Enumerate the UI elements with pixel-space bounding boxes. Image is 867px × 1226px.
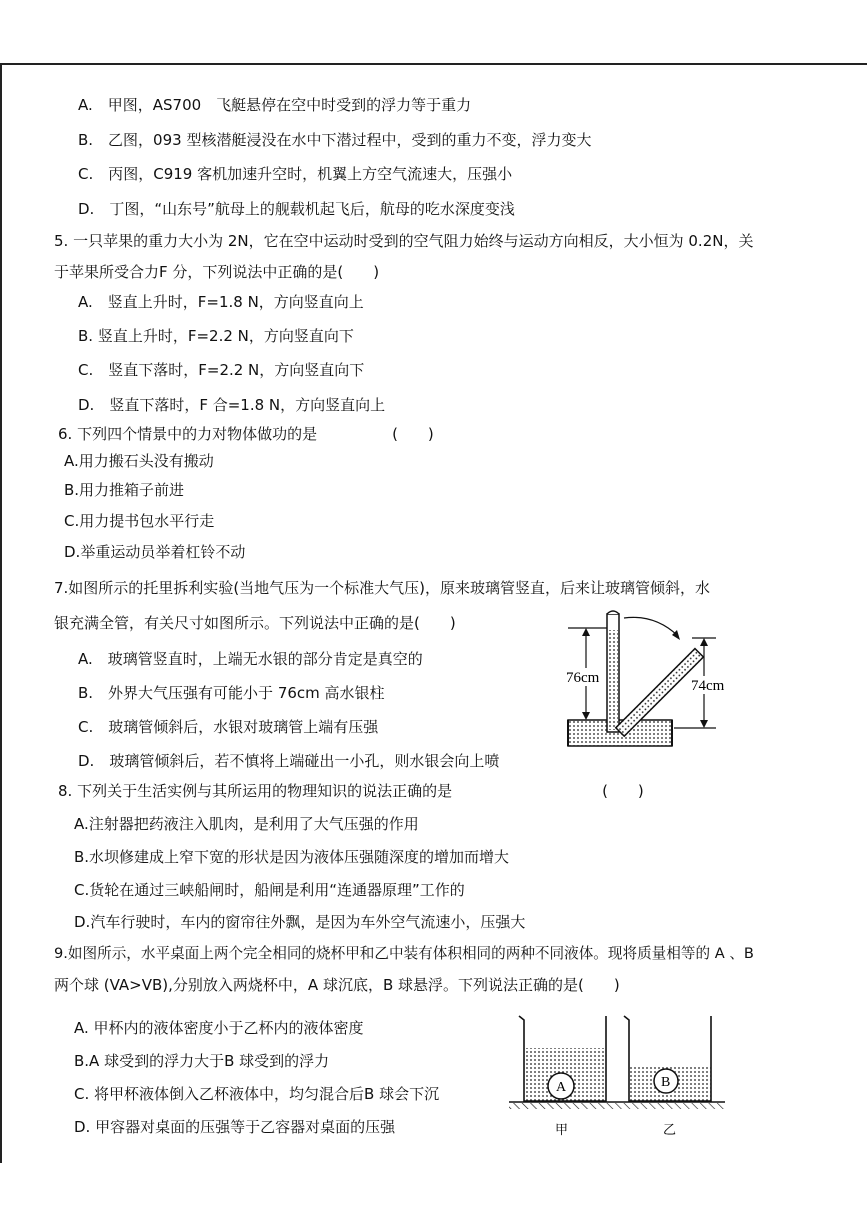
beakers-figure: [505, 1010, 730, 1142]
q6-option-a: A.用力搬石头没有搬动: [64, 452, 214, 470]
q5-option-c: C. 竖直下落时，F=2.2 N，方向竖直向下: [78, 361, 365, 379]
q4-option-b: B. 乙图，093 型核潜艇浸没在水中下潜过程中，受到的重力不变，浮力变大: [78, 131, 592, 149]
q9-option-c: C. 将甲杯液体倒入乙杯液体中，均匀混合后B 球会下沉: [74, 1085, 440, 1103]
torricelli-figure: [560, 608, 760, 760]
q5-option-d: D. 竖直下落时，F 合=1.8 N，方向竖直向上: [78, 396, 386, 414]
q8-option-a: A.注射器把药液注入肌肉，是利用了大气压强的作用: [74, 815, 419, 833]
page-left-rule: [0, 63, 2, 1163]
torricelli-label-74cm: 74cm: [691, 678, 725, 694]
q9-option-a: A. 甲杯内的液体密度小于乙杯内的液体密度: [74, 1019, 364, 1037]
q8-option-d: D.汽车行驶时，车内的窗帘往外飘，是因为车外空气流速小，压强大: [74, 913, 526, 931]
q6-option-c: C.用力提书包水平行走: [64, 512, 215, 530]
q7-stem-line2: 银充满全管，有关尺寸如图所示。下列说法中正确的是( ): [54, 614, 456, 632]
q7-option-c: C. 玻璃管倾斜后，水银对玻璃管上端有压强: [78, 718, 379, 736]
caption-yi: 乙: [663, 1122, 677, 1137]
q6-option-b: B.用力推箱子前进: [64, 481, 185, 499]
q6-stem: 6. 下列四个情景中的力对物体做功的是 ( ): [58, 425, 434, 443]
q9-stem-line1: 9.如图所示，水平桌面上两个完全相同的烧杯甲和乙中装有体积相同的两种不同液体。现将质量相等的 A 、B: [54, 945, 754, 962]
ball-a-label: A: [556, 1080, 567, 1095]
page-top-rule: [0, 63, 867, 65]
q7-stem-line1: 7.如图所示的托里拆利实验(当地气压为一个标准大气压)，原来玻璃管竖直，后来让玻璃管倾斜，水: [54, 579, 711, 597]
torricelli-label-76cm: 76cm: [566, 670, 600, 686]
q7-option-a: A. 玻璃管竖直时，上端无水银的部分肯定是真空的: [78, 650, 423, 668]
q4-option-c: C. 丙图，C919 客机加速升空时，机翼上方空气流速大，压强小: [78, 165, 513, 183]
q8-option-c: C.货轮在通过三峡船闸时，船闸是利用“连通器原理”工作的: [74, 881, 465, 899]
q5-stem-line1: 5. 一只苹果的重力大小为 2N，它在空中运动时受到的空气阻力始终与运动方向相反，大小恒为 0.2N，关: [54, 232, 754, 250]
q9-option-b: B.A 球受到的浮力大于B 球受到的浮力: [74, 1052, 330, 1070]
q9-stem-line2: 两个球 (VA>VB),分别放入两烧杯中，A 球沉底，B 球悬浮。下列说法正确的是( ): [54, 976, 620, 994]
q5-stem-line2: 于苹果所受合力F 分，下列说法中正确的是( ): [54, 263, 380, 281]
q8-option-b: B.水坝修建成上窄下宽的形状是因为液体压强随深度的增加而增大: [74, 848, 510, 866]
q8-stem: 8. 下列关于生活实例与其所运用的物理知识的说法正确的是 ( ): [58, 782, 644, 800]
q4-option-a: A. 甲图，AS700 飞艇悬停在空中时受到的浮力等于重力: [78, 96, 472, 114]
q7-option-d: D. 玻璃管倾斜后，若不慎将上端碰出一小孔，则水银会向上喷: [78, 752, 500, 770]
q7-option-b: B. 外界大气压强有可能小于 76cm 高水银柱: [78, 684, 385, 702]
q4-option-d: D. 丁图，“山东号”航母上的舰载机起飞后，航母的吃水深度变浅: [78, 200, 515, 218]
q6-option-d: D.举重运动员举着杠铃不动: [64, 543, 246, 561]
q5-option-b: B. 竖直上升时，F=2.2 N，方向竖直向下: [78, 327, 354, 345]
ball-b-label: B: [661, 1075, 671, 1090]
q5-option-a: A. 竖直上升时，F=1.8 N，方向竖直向上: [78, 293, 364, 311]
q9-option-d: D. 甲容器对桌面的压强等于乙容器对桌面的压强: [74, 1118, 396, 1136]
caption-jia: 甲: [555, 1122, 569, 1137]
